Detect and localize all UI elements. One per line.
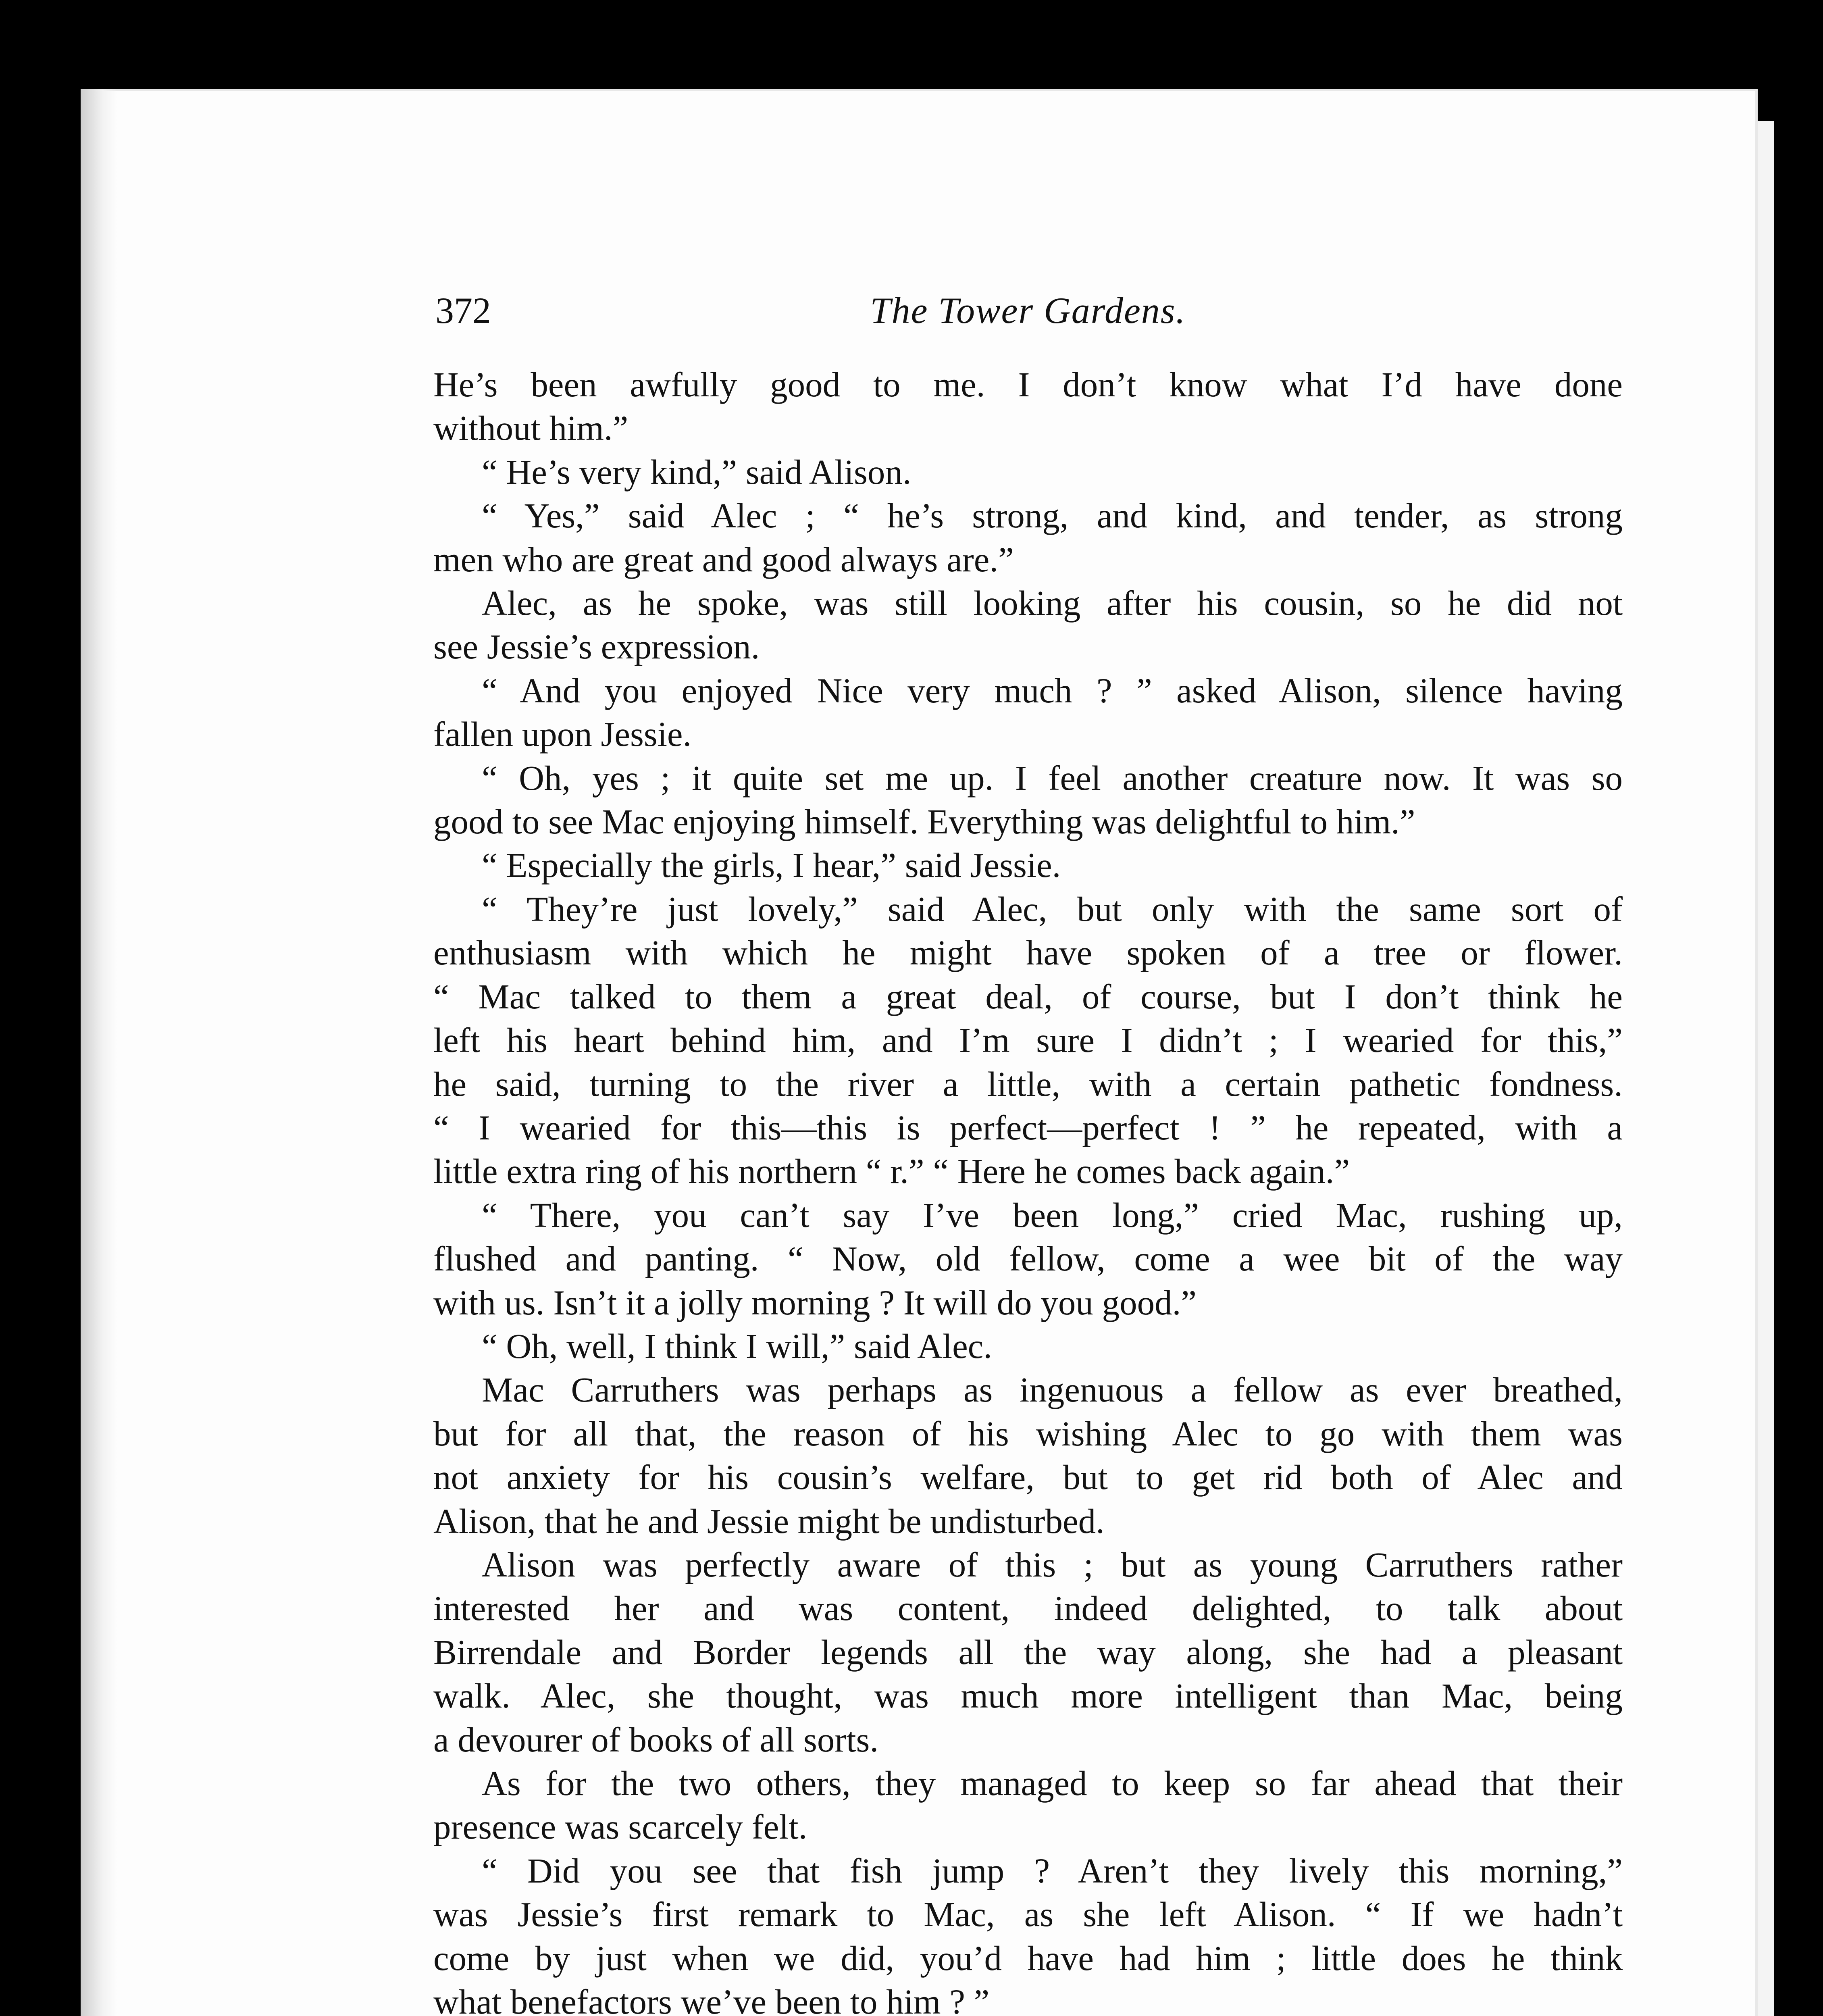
text-line: presence was scarcely felt. xyxy=(433,1807,807,1847)
text-line: “ There, you can’t say I’ve been long,” cried Mac, rushing up, xyxy=(482,1195,1623,1235)
text-line: “ They’re just lovely,” said Alec, but only with the same sort of xyxy=(482,889,1623,929)
text-line: “ I wearied for this—this is perfect—perfect ! ” he repeated, with a xyxy=(433,1108,1623,1147)
text-line: fallen upon Jessie. xyxy=(433,714,692,754)
text-line: Mac Carruthers was perhaps as ingenuous a fellow as ever breathed, xyxy=(482,1370,1623,1410)
text-line: Alison, that he and Jessie might be undisturbed. xyxy=(433,1501,1105,1541)
running-head xyxy=(435,282,1621,339)
body-text xyxy=(433,363,1623,2016)
text-line: what benefactors we’ve been to him ? ” xyxy=(433,1982,990,2016)
text-line: without him.” xyxy=(433,408,628,448)
text-line: not anxiety for his cousin’s welfare, but to get rid both of Alec and xyxy=(433,1458,1623,1497)
text-line: “ Yes,” said Alec ; “ he’s strong, and kind, and tender, as strong xyxy=(482,496,1623,535)
text-line: As for the two others, they managed to keep so far ahead that their xyxy=(482,1764,1623,1803)
text-line: “ Mac talked to them a great deal, of course, but I don’t think he xyxy=(433,977,1623,1016)
text-line: Alison was perfectly aware of this ; but as young Carruthers rather xyxy=(482,1545,1623,1584)
text-line: a devourer of books of all sorts. xyxy=(433,1720,879,1759)
text-line: come by just when we did, you’d have had him ; little does he think xyxy=(433,1938,1623,1978)
text-line: walk. Alec, she thought, was much more intelligent than Mac, being xyxy=(433,1676,1623,1716)
text-line: “ And you enjoyed Nice very much ? ” asked Alison, silence having xyxy=(482,671,1623,710)
text-line: “ He’s very kind,” said Alison. xyxy=(482,452,912,492)
text-line: “ Did you see that fish jump ? Aren’t they lively this morning,” xyxy=(482,1851,1623,1890)
text-line: he said, turning to the river a little, with a certain pathetic fondness. xyxy=(433,1064,1623,1104)
text-line: interested her and was content, indeed delighted, to talk about xyxy=(433,1589,1623,1628)
text-line: He’s been awfully good to me. I don’t know what I’d have done xyxy=(433,365,1623,404)
text-line: was Jessie’s first remark to Mac, as she left Alison. “ If we hadn’t xyxy=(433,1895,1623,1934)
page-number: 372 xyxy=(435,290,491,331)
facing-page-edge xyxy=(1758,121,1774,2016)
running-title: The Tower Gardens. xyxy=(870,290,1186,331)
text-line: “ Oh, yes ; it quite set me up. I feel another creature now. It was so xyxy=(482,758,1623,798)
text-line: left his heart behind him, and I’m sure I didn’t ; I wearied for this,” xyxy=(433,1020,1623,1060)
text-line: “ Especially the girls, I hear,” said Jessie. xyxy=(482,846,1061,885)
text-line: enthusiasm with which he might have spoken of a tree or flower. xyxy=(433,933,1623,973)
text-line: little extra ring of his northern “ r.” “ Here he comes back again.” xyxy=(433,1152,1350,1191)
text-line: good to see Mac enjoying himself. Everything was delightful to him.” xyxy=(433,802,1415,841)
text-line: Birrendale and Border legends all the way along, she had a pleasant xyxy=(433,1632,1623,1672)
text-line: Alec, as he spoke, was still looking after his cousin, so he did not xyxy=(482,583,1623,623)
text-line: flushed and panting. “ Now, old fellow, come a wee bit of the way xyxy=(433,1239,1623,1279)
text-line: men who are great and good always are.” xyxy=(433,539,1014,579)
page-gutter-shadow xyxy=(81,89,117,2016)
text-line: with us. Isn’t it a jolly morning ? It will do you good.” xyxy=(433,1283,1197,1322)
text-line: but for all that, the reason of his wishing Alec to go with them was xyxy=(433,1414,1623,1453)
text-line: see Jessie’s expression. xyxy=(433,627,760,666)
text-line: “ Oh, well, I think I will,” said Alec. xyxy=(482,1326,993,1366)
